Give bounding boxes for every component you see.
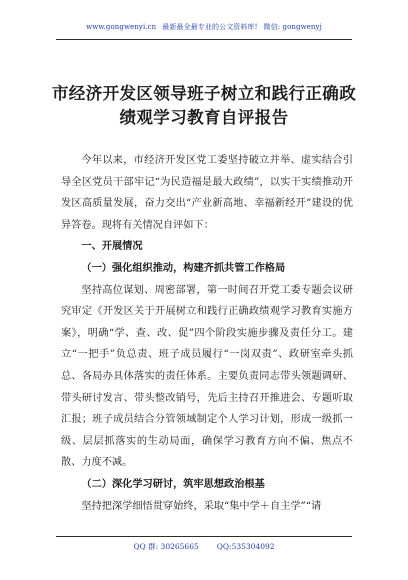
page-header: [0, 22, 408, 32]
footer-qq: QQ:535304092: [216, 542, 275, 551]
intro-paragraph: 今年以来，市经济开发区党工委坚持破立并举、虚实结合引导全区党员干部牢记“为民造福是最大政绩”，以实干实绩推动开发区高质量发展，奋力交出“产业新高地、幸福新经开”建设的优异答卷。现将有关情况自评如下：: [61, 155, 353, 231]
document-body: [61, 150, 353, 517]
header-wechat: 微信: gongwenyj: [263, 23, 322, 31]
title-line-2: 绩观学习教育自评报告: [119, 108, 289, 127]
section-heading-1: 一、开展情况: [81, 241, 143, 253]
header-divider: [56, 39, 352, 40]
footer-divider: [56, 536, 352, 537]
title-line-1: 市经济开发区领导班子树立和践行正确政: [51, 84, 357, 103]
page-footer: [0, 541, 408, 552]
body-paragraph-1: 坚持高位谋划、周密部署，第一时间召开党工委专题会议研究审定《开发区关于开展树立和践行正确政绩观学习教育实施方案》，明确“学、查、改、促”四个阶段实施步骤及责任分工。建立“一把手”负总责、班子成员履行“一岗双责”、政研室牵头抓总、各局办具体落实的责任体系。主要负责同志带头领题调研、带头研讨发言、带头整改销号，先后主持召开推进会、专题听取汇报；班子成员结合分管领域制定个人学习计划，形成一级抓一级、层层抓落实的生动局面，确保学习教育方向不偏、焦点不散、力度不减。: [61, 284, 353, 469]
body-paragraph-2: 坚持把深学细悟贯穿始终，采取“集中学＋自主学”“请: [81, 500, 322, 512]
subsection-heading-1: （一）强化组织推动，构建齐抓共管工作格局: [81, 262, 286, 274]
document-title: [40, 82, 368, 130]
header-site-link[interactable]: www.gongwenyi.cn: [86, 23, 157, 31]
subsection-heading-2: （二）深化学习研讨，筑牢思想政治根基: [81, 478, 265, 490]
header-slogan: 最新最全最专业的公文资料库!: [162, 23, 258, 31]
footer-qq-group: QQ 群: 30265665: [133, 542, 199, 551]
